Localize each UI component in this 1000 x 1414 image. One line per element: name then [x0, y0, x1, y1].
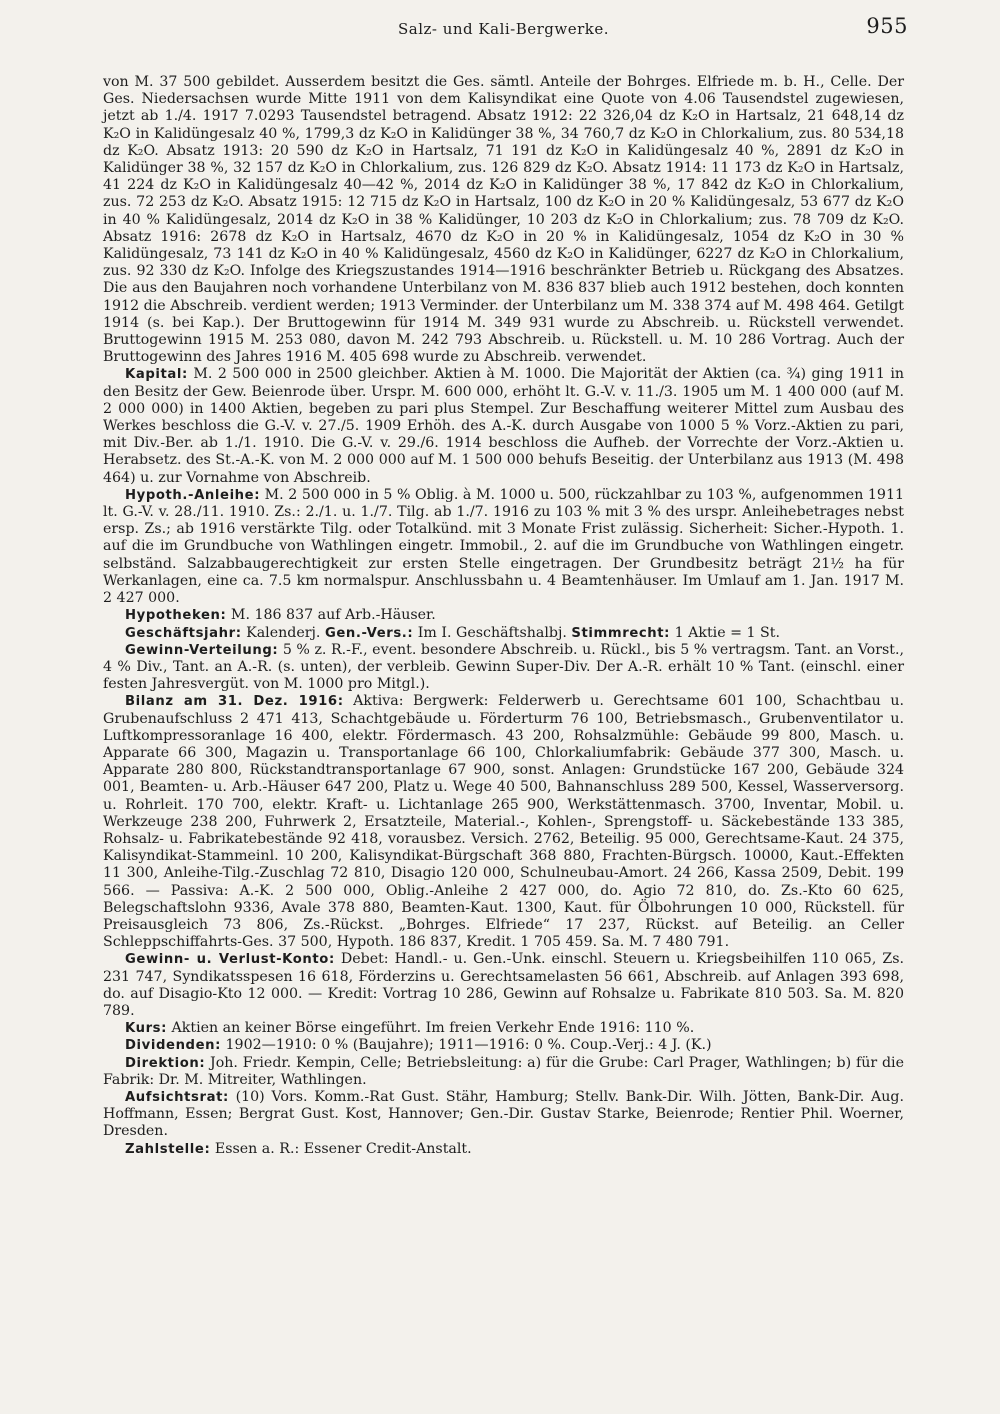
intro-paragraph: von M. 37 500 gebildet. Ausserdem besitzt die Ges. sämtl. Anteile der Bohrges. Elfriede m. b. H., Celle. Der Ges. Niedersachsen wurde Mitte 1911 von dem Kalisyndikat eine Quote von 4.06 Tausendstel zugewiesen, jetzt ab 1./4. 1917 7.0293 Tausendstel betragend. Absatz 1912: 22 326,04 dz K₂O in Hartsalz, 21 648,14 dz K₂O in Kalidüngesalz 40 %, 1799,3 dz K₂O in Kalidünger 38 %, 34 760,7 dz K₂O in Chlorkalium, zus. 80 534,18 dz K₂O. Absatz 1913: 20 590 dz K₂O in Hartsalz, 71 191 dz K₂O in Kalidüngesalz 40 %, 2891 dz K₂O in Kalidünger 38 %, 32 157 dz K₂O in Chlorkalium, zus. 126 829 dz K₂O. Absatz 1914: 11 173 dz K₂O in Hartsalz, 41 224 dz K₂O in Kalidüngesalz 40—42 %, 2014 dz K₂O in Kalidünger 38 %, 17 842 dz K₂O in Chlorkalium, zus. 72 253 dz K₂O. Absatz 1915: 12 715 dz K₂O in Hartsalz, 100 dz K₂O in 20 % Kalidüngesalz, 53 677 dz K₂O in 40 % Kalidüngesalz, 2014 dz K₂O in 38 % Kalidünger, 10 203 dz K₂O in Chlorkalium; zus. 78 709 dz K₂O. Absatz 1916: 2678 dz K₂O in Hartsalz, 4670 dz K₂O in 20 % in Kalidüngesalz, 1054 dz K₂O in 30 % Kalidüngesalz, 73 141 dz K₂O in 40 % Kalidüngesalz, 4560 dz K₂O in Kalidünger, 6227 dz K₂O in Chlorkalium, zus. 92 330 dz K₂O. Infolge des Kriegszustandes 1914—1916 beschränkter Betrieb u. Rückgang des Absatzes. Die aus den Baujahren noch vorhandene Unterbilanz von M. 836 837 blieb auch 1912 bestehen, doch konnten 1912 die Abschreib. verdient werden; 1913 Verminder. der Unterbilanz um M. 338 374 auf M. 498 464. Getilgt 1914 (s. bei Kap.). Der Bruttogewinn für 1914 M. 349 931 wurde zu Abschreib. u. Rückstell verwendet. Bruttogewinn 1915 M. 253 080, davon M. 242 793 Abschreib. u. Rückstell. u. M. 10 286 Vortrag. Auch der Bruttogewinn des Jahres 1916 M. 405 698 wurde zu Abschreib. verwendet.	[103, 74, 904, 366]
section-text: 5 % z. R.-F., event. besondere Abschreib. u. Rückl., bis 5 % vertragsm. Tant. an Vorst., 4 % Div., Tant. an A.-R. (s. unten), der verbleib. Gewinn Super-Div. Der A.-R. erhält 10 % Tant. (einschl. einer festen Jahresvergüt. von M. 1000 pro Mitgl.).	[103, 641, 904, 693]
section-label-stimmrecht: Stimmrecht:	[571, 625, 671, 641]
running-head: Salz- und Kali-Bergwerke.	[397, 20, 610, 38]
section-text: Essen a. R.: Essener Credit-Anstalt.	[210, 1140, 472, 1157]
section-text: Debet: Handl.- u. Gen.-Unk. einschl. Steuern u. Kriegsbeihilfen 110 065, Zs. 231 747, Syndikatsspesen 16 618, Förderzins u. Gerechtsamelasten 56 661, Abschreib. auf Anlagen 393 698, do. auf Disagio-Kto 12 000. — Kredit: Vortrag 10 286, Gewinn auf Rohsalze u. Fabrikate 810 503. Sa. M. 820 789.	[103, 951, 904, 1019]
section-kurs	[103, 1020, 904, 1037]
section-dividenden	[103, 1037, 904, 1054]
section-hypoth-anleihe	[103, 487, 904, 607]
section-label-gen-vers: Gen.-Vers.:	[324, 625, 414, 641]
section-label: Kapital:	[125, 367, 188, 383]
section-label: Kurs:	[125, 1021, 168, 1037]
section-zahlstelle	[103, 1141, 904, 1158]
section-text: M. 186 837 auf Arb.-Häuser.	[226, 607, 436, 624]
section-text: Aktien an keiner Börse eingeführt. Im freien Verkehr Ende 1916: 110 %.	[167, 1020, 695, 1037]
section-text: 1902—1910: 0 % (Baujahre); 1911—1916: 0 %. Coup.-Verj.: 4 J. (K.)	[221, 1037, 712, 1054]
section-text: M. 2 500 000 in 2500 gleichber. Aktien à M. 1000. Die Majorität der Aktien (ca. ¾) ging 1911 in den Besitz der Gew. Beienrode über. Urspr. M. 600 000, erhöht lt. G.-V. v. 11./3. 1905 um M. 1 400 000 (auf M. 2 000 000) in 1400 Aktien, begeben zu pari plus Stempel. Zur Beschaffung weiterer Mittel zum Ausbau des Werkes beschloss die G.-V. v. 27./5. 1909 Erhöh. des A.-K. durch Ausgabe von 1000 5 % Vorz.-Aktien zu pari, mit Div.-Ber. ab 1./1. 1910. Die G.-V. v. 29./6. 1914 beschloss die Aufheb. der Vorrechte der Vorz.-Aktien u. Herabsetz. des St.-A.-K. von M. 2 000 000 auf M. 1 500 000 behufs Beseitig. der Unterbilanz aus 1913 (M. 498 464) u. zur Vornahme von Abschreib.	[103, 366, 904, 486]
section-gewinn-verteilung	[103, 642, 904, 694]
section-label: Hypoth.-Anleihe:	[125, 487, 261, 503]
section-gewinn-verlust-konto	[103, 951, 904, 1020]
section-text: Aktiva: Bergwerk: Felderwerb u. Gerechtsame 601 100, Schachtbau u. Grubenaufschluss 2 471 413, Schachtgebäude u. Förderturm 76 100, Betriebsmasch., Grubenventilator u. Luftkompressoranlage 16 400, elektr. Fördermasch. 43 200, Rohsalzmühle: Gebäude 99 800, Masch. u. Apparate 66 300, Magazin u. Transportanlage 66 100, Chlorkaliumfabrik: Gebäude 377 300, Masch. u. Apparate 280 800, Rückstandtransportanlage 67 900, sonst. Anlagen: Grundstücke 167 200, Gebäude 324 001, Beamten- u. Arb.-Häuser 647 200, Platz u. Wege 40 500, Bahnanschluss 289 500, Kessel, Wasserversorg. u. Rohrleit. 170 700, elektr. Kraft- u. Lichtanlage 265 900, Werkstättenmasch. 3700, Inventar, Mobil. u. Werkzeuge 238 200, Fuhrwerk 2, Ersatzteile, Material.-, Kohlen-, Sprengstoff- u. Säckebestände 133 385, Rohsalz- u. Fabrikatebestände 92 418, vorausbez. Versich. 2762, Beteilig. 95 000, Gerechtsame-Kaut. 24 375, Kalisyndikat-Stammeinl. 10 200, Kalisyndikat-Bürgschaft 368 880, Frachten-Bürgsch. 10000, Kaut.-Effekten 11 300, Anleihe-Tilg.-Zuschlag 72 810, Disagio 120 000, Schulneubau-Amort. 24 266, Kassa 2509, Debit. 199 566. — Passiva: A.-K. 2 500 000, Oblig.-Anleihe 2 427 000, do. Agio 72 810, do. Zs.-Kto 60 625, Belegschaftslohn 9336, Avale 378 880, Beamten-Kaut. 1300, Kaut. für Ölbohrungen 10 000, Rückstell. für Preisausgleich 73 806, Zs.-Rückst. „Bohrges. Elfriede“ 17 237, Rückst. auf Beteilig. an Celler Schleppschiffahrts-Ges. 37 500, Hypoth. 186 837, Kredit. 1 705 459. Sa. M. 7 480 791.	[103, 693, 904, 951]
page-body	[103, 74, 904, 1158]
section-hypotheken	[103, 607, 904, 624]
section-text-gen-vers: Im I. Geschäftshalbj.	[413, 624, 572, 641]
section-text: M. 2 500 000 in 5 % Oblig. à M. 1000 u. 500, rückzahlbar zu 103 %, aufgenommen 1911 lt. G.-V. v. 28./11. 1910. Zs.: 2./1. u. 1./7. Tilg. ab 1./7. 1916 zu 103 % mit 3 % des urspr. Anleihebetrages nebst ersp. Zs.; ab 1916 verstärkte Tilg. oder Totalkünd. mit 3 Monate Frist zulässig. Sicherheit: Sicher.-Hypoth. 1. auf die im Grundbuche von Wathlingen eingetr. Immobil., 2. auf die im Grundbuche von Wathlingen eingetr. selbständ. Salzabbaugerechtigkeit zur ersten Stelle eingetragen. Der Grundbesitz beträgt 21½ ha für Werkanlagen, eine ca. 7.5 km normalspur. Anschlussbahn u. 4 Beamtenhäuser. Im Umlauf am 1. Jan. 1917 M. 2 427 000.	[103, 486, 904, 607]
section-text: Kalenderj.	[241, 624, 325, 641]
section-label: Hypotheken:	[125, 608, 227, 624]
section-label: Geschäftsjahr:	[125, 625, 242, 641]
section-aufsichtsrat	[103, 1089, 904, 1141]
section-label: Dividenden:	[125, 1038, 222, 1054]
section-label: Gewinn-Verteilung:	[125, 642, 279, 658]
section-label: Zahlstelle:	[125, 1141, 211, 1157]
section-label: Direktion:	[125, 1055, 206, 1071]
section-bilanz	[103, 693, 904, 951]
section-text-stimmrecht: 1 Aktie = 1 St.	[670, 624, 780, 641]
page-header	[103, 10, 908, 44]
section-label: Bilanz am 31. Dez. 1916:	[125, 694, 344, 710]
section-label: Aufsichtsrat:	[125, 1089, 229, 1105]
section-text: Joh. Friedr. Kempin, Celle; Betriebsleitung: a) für die Grube: Carl Prager, Wathlingen; b) für die Fabrik: Dr. M. Mitreiter, Wathlingen.	[103, 1054, 904, 1088]
page-number: 955	[866, 14, 908, 38]
section-kapital	[103, 366, 904, 486]
section-text: (10) Vors. Komm.-Rat Gust. Stähr, Hamburg; Stellv. Bank-Dir. Wilh. Jötten, Bank-Dir. Aug. Hoffmann, Essen; Bergrat Gust. Kost, Hannover; Gen.-Dir. Gustav Starke, Beienrode; Rentier Phil. Woerner, Dresden.	[103, 1088, 904, 1140]
section-geschaeftsjahr	[103, 625, 904, 642]
section-label: Gewinn- u. Verlust-Konto:	[125, 952, 335, 968]
section-direktion	[103, 1055, 904, 1089]
